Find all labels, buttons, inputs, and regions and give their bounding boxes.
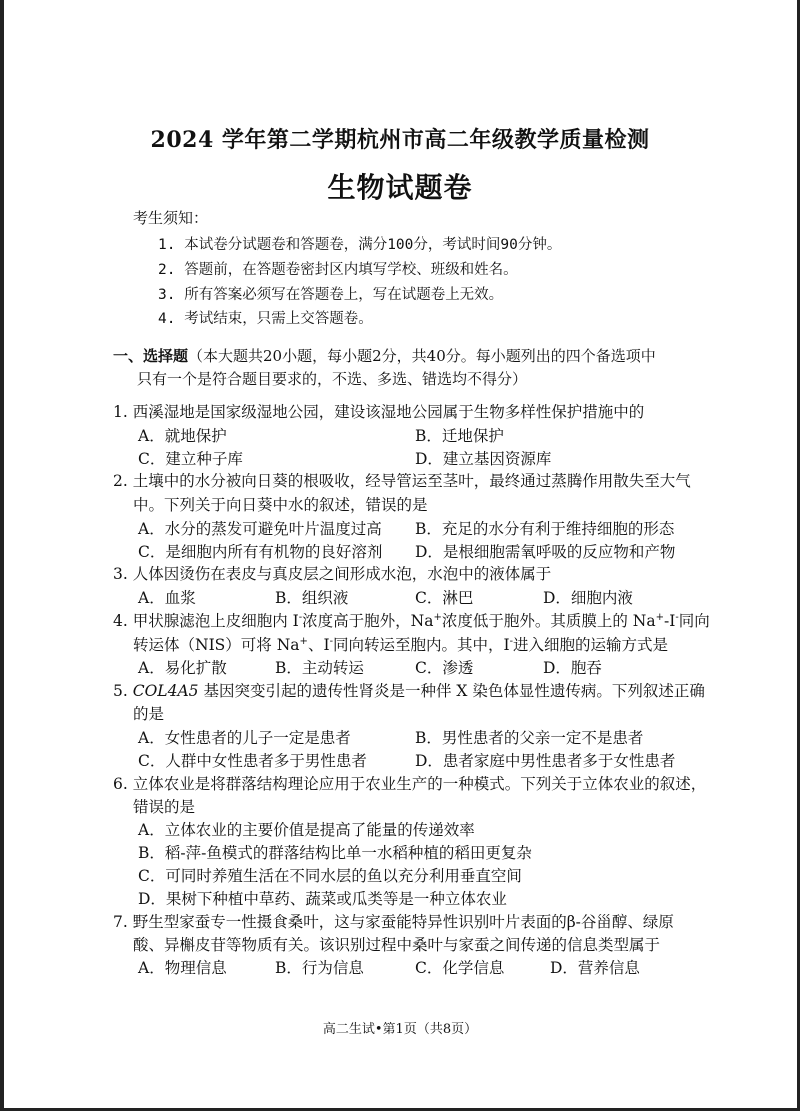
question-number: 5. — [113, 682, 128, 700]
option-c: C．建立种子库 — [138, 450, 243, 468]
section-desc-1: （本大题共20小题，每小题2分，共40分。每小题列出的四个备选项中 — [188, 347, 656, 365]
option-a: A．水分的蒸发可避免叶片温度过高 — [138, 520, 382, 538]
option-c: C．人群中女性患者多于男性患者 — [138, 752, 367, 770]
ion-charge: + — [433, 611, 442, 623]
option-c: C．可同时养殖生活在不同水层的鱼以充分利用垂直空间 — [138, 867, 522, 885]
question-stem: 7. 野生型家蚕专一性摄食桑叶，这与家蚕能特异性识别叶片表面的β-谷甾醇、绿原 — [113, 913, 674, 931]
page-footer: 高二生试•第1页（共8页） — [322, 1022, 478, 1037]
ion-charge: + — [655, 611, 664, 623]
question-stem-cont — [133, 633, 668, 655]
stem-part: 同向转运至胞内。其中，I — [332, 636, 510, 654]
question-stem — [113, 609, 710, 631]
section-label: 一、选择题 — [113, 347, 189, 365]
option-a: A．就地保护 — [138, 427, 227, 445]
option-a: A．女性患者的儿子一定是患者 — [138, 729, 351, 747]
option-c: C．是细胞内所有有机物的良好溶剂 — [138, 543, 383, 561]
question-stem: 1. 西溪湿地是国家级湿地公园，建设该湿地公园属于生物多样性保护措施中的 — [113, 403, 645, 421]
option-b: B．主动转运 — [275, 659, 364, 677]
stem-part: 基因突变引起的遗传性肾炎是一种伴 X 染色体显性遗传病。下列叙述正确 — [203, 682, 705, 700]
section-heading — [113, 345, 703, 391]
option-a: A．立体农业的主要价值是提高了能量的传递效率 — [138, 821, 475, 839]
stem-part: 转运体（NIS）可将 Na — [133, 636, 300, 654]
option-d: D．细胞内液 — [543, 589, 633, 607]
question-stem-cont: 中。下列关于向日葵中水的叙述，错误的是 — [133, 496, 428, 514]
option-b: B．充足的水分有利于维持细胞的形态 — [415, 520, 675, 538]
notice-heading: 考生须知： — [133, 209, 209, 227]
option-a: A．血浆 — [138, 589, 196, 607]
notice-item: 4. 考试结束，只需上交答题卷。 — [158, 311, 373, 327]
notice-item: 1. 本试卷分试题卷和答题卷，满分100分，考试时间90分钟。 — [158, 237, 562, 253]
exam-subtitle: 生物试题卷 — [327, 171, 473, 204]
option-d: D．是根细胞需氧呼吸的反应物和产物 — [415, 543, 676, 561]
stem-part: 、I — [307, 636, 330, 654]
option-c: C．化学信息 — [415, 959, 505, 977]
option-c: C．淋巴 — [415, 589, 474, 607]
exam-title: 2024 学年第二学期杭州市高二年级教学质量检测 — [150, 127, 650, 153]
option-d: D．患者家庭中男性患者多于女性患者 — [415, 752, 676, 770]
question-stem-cont: 的是 — [133, 705, 165, 723]
ion-charge: - — [675, 611, 679, 623]
stem-part: 同向 — [678, 612, 710, 630]
stem-part: -I — [664, 612, 676, 630]
question-stem: 2. 土壤中的水分被向日葵的根吸收，经导管运至茎叶，最终通过蒸腾作用散失至大气 — [113, 472, 691, 490]
option-b: B．行为信息 — [275, 959, 364, 977]
stem-part: 浓度高于胞外，Na — [302, 612, 434, 630]
question-stem: 6. 立体农业是将群落结构理论应用于农业生产的一种模式。下列关于立体农业的叙述， — [113, 775, 707, 793]
ion-charge: - — [509, 635, 513, 647]
option-b: B．男性患者的父亲一定不是患者 — [415, 729, 644, 747]
option-d: D．果树下种植中草药、蔬菜或瓜类等是一种立体农业 — [138, 890, 507, 908]
option-c: C．渗透 — [415, 659, 474, 677]
question-stem: 3. 人体因烫伤在表皮与真皮层之间形成水泡，水泡中的液体属于 — [113, 565, 552, 583]
ion-charge: + — [299, 635, 308, 647]
gene-name: COL4A5 — [132, 682, 199, 700]
stem-part: 4. 甲状腺滤泡上皮细胞内 I — [113, 612, 299, 630]
option-b: B．稻-萍-鱼模式的群落结构比单一水稻种植的稻田更复杂 — [138, 844, 532, 862]
question-stem-cont: 错误的是 — [133, 798, 196, 816]
option-b: B．迁地保护 — [415, 427, 504, 445]
option-a: A．物理信息 — [138, 959, 227, 977]
stem-part: 浓度低于胞外。其质膜上的 Na — [441, 612, 656, 630]
option-b: B．组织液 — [275, 589, 349, 607]
option-d: D．营养信息 — [550, 959, 640, 977]
notice-item: 3. 所有答案必须写在答题卷上，写在试题卷上无效。 — [158, 287, 504, 303]
question-stem — [113, 679, 705, 701]
option-d: D．建立基因资源库 — [415, 450, 552, 468]
question-stem-cont: 酸、异槲皮苷等物质有关。该识别过程中桑叶与家蚕之间传递的信息类型属于 — [133, 936, 661, 954]
ion-charge: - — [298, 611, 303, 623]
notice-item: 2. 答题前，在答题卷密封区内填写学校、班级和姓名。 — [158, 262, 518, 278]
section-desc-2: 只有一个是符合题目要求的，不选、多选、错选均不得分） — [137, 370, 528, 388]
stem-part: 进入细胞的运输方式是 — [512, 636, 668, 654]
option-d: D．胞吞 — [543, 659, 602, 677]
option-a: A．易化扩散 — [138, 659, 227, 677]
ion-charge: - — [329, 635, 333, 647]
